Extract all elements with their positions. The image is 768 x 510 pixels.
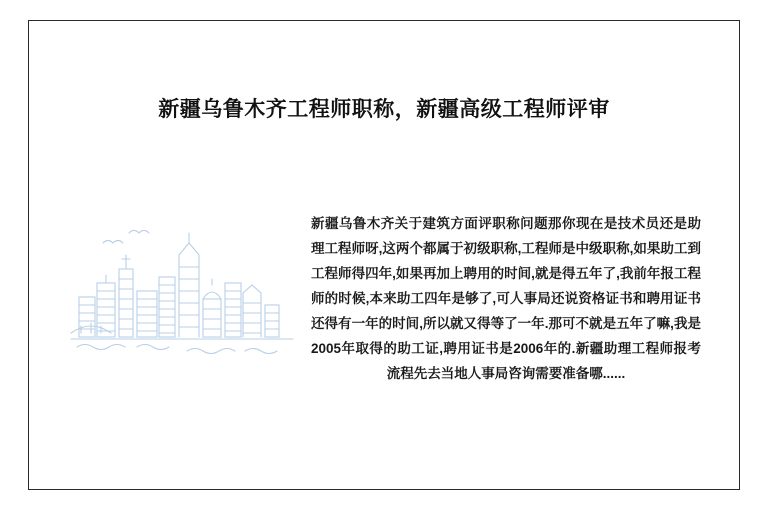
content-frame (28, 20, 740, 490)
article-body (57, 211, 711, 386)
city-skyline-illustration (67, 221, 297, 361)
article-text: 新疆乌鲁木齐关于建筑方面评职称问题那你现在是技术员还是助理工程师呀,这两个都属于初级职称,工程师是中级职称,如果助工到工程师得四年,如果再加上聘用的时间,就是得五年了,我前年报工程师的时候,本来助工四年是够了,可人事局还说资格证书和聘用证书还得有一年的时间,所以就又得等了一年.那可不就是五年了嘛,我是2005年取得的助工证,聘用证书是2006年的.新疆助理工程师报考流程先去当地人事局咨询需要准备哪...... (311, 216, 701, 381)
page-title: 新疆乌鲁木齐工程师职称，新疆高级工程师评审 (158, 98, 610, 121)
